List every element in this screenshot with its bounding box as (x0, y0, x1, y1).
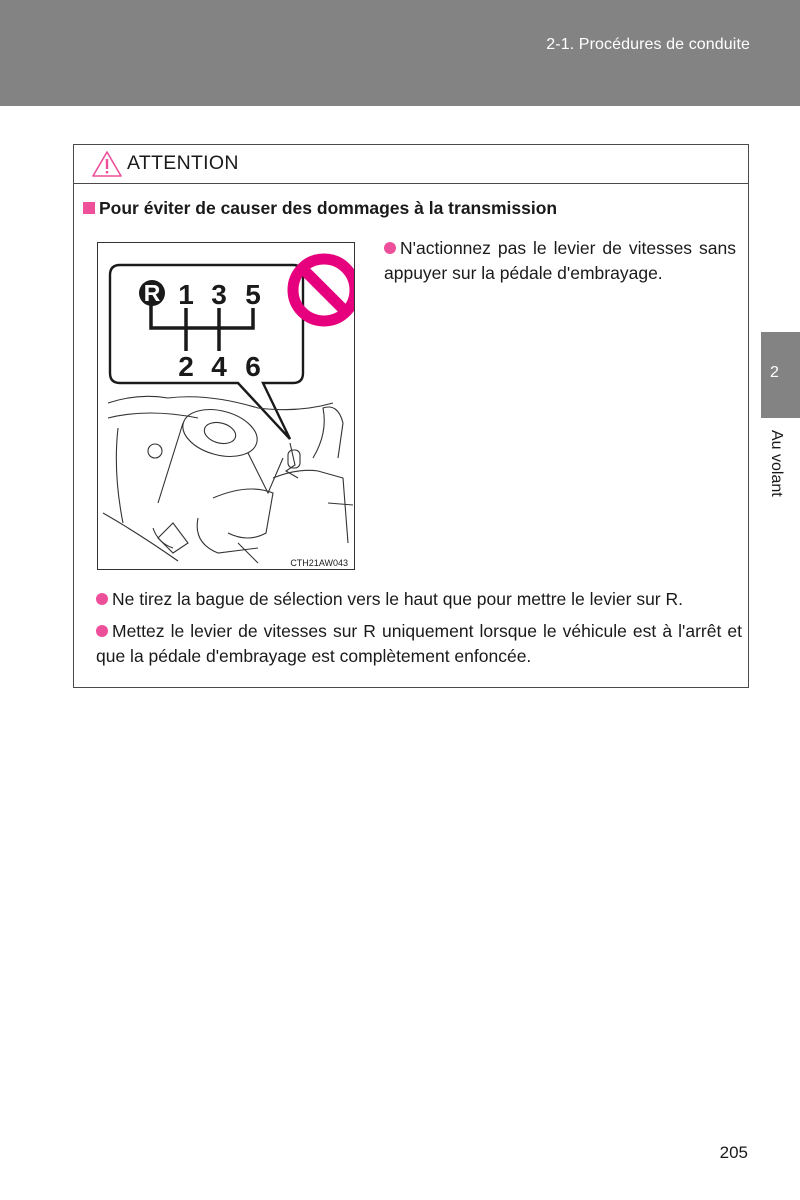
circle-bullet-icon (384, 242, 396, 254)
gear-label: 4 (211, 351, 227, 382)
gear-label: 2 (178, 351, 194, 382)
chapter-number: 2 (770, 364, 779, 381)
gear-label: 5 (245, 279, 261, 310)
section-header: 2-1. Procédures de conduite (546, 36, 750, 53)
page-number: 205 (719, 1143, 748, 1162)
chapter-label: Au volant (768, 430, 785, 497)
warning-header (74, 145, 748, 184)
bullet-item: N'actionnez pas le levier de vitesses sans appuyer sur la pédale d'embrayage. (384, 238, 736, 283)
gear-shift-drawing (98, 243, 354, 569)
bullet-item: Ne tirez la bague de sélection vers le haut que pour mettre le levier sur R. (96, 587, 742, 612)
square-bullet-icon (83, 202, 95, 214)
circle-bullet-icon (96, 593, 108, 605)
warning-triangle-icon (91, 150, 123, 178)
gear-shift-illustration (97, 242, 355, 570)
figure-code: CTH21AW043 (290, 558, 348, 568)
gear-label: 1 (178, 279, 194, 310)
bullet-item: Mettez le levier de vitesses sur R uniquement lorsque le véhicule est à l'arrêt et que la pédale d'embrayage est complètement enfoncée. (96, 621, 742, 666)
gear-label: 3 (211, 279, 227, 310)
warning-subheading: Pour éviter de causer des dommages à la transmission (83, 198, 557, 219)
header-bar (0, 0, 800, 106)
car-interior-drawing (103, 396, 353, 563)
warning-box (73, 144, 749, 688)
gear-label: R (143, 280, 161, 306)
circle-bullet-icon (96, 625, 108, 637)
chapter-tab (761, 332, 800, 418)
warning-title: ATTENTION (127, 152, 239, 174)
gear-label: 6 (245, 351, 261, 382)
